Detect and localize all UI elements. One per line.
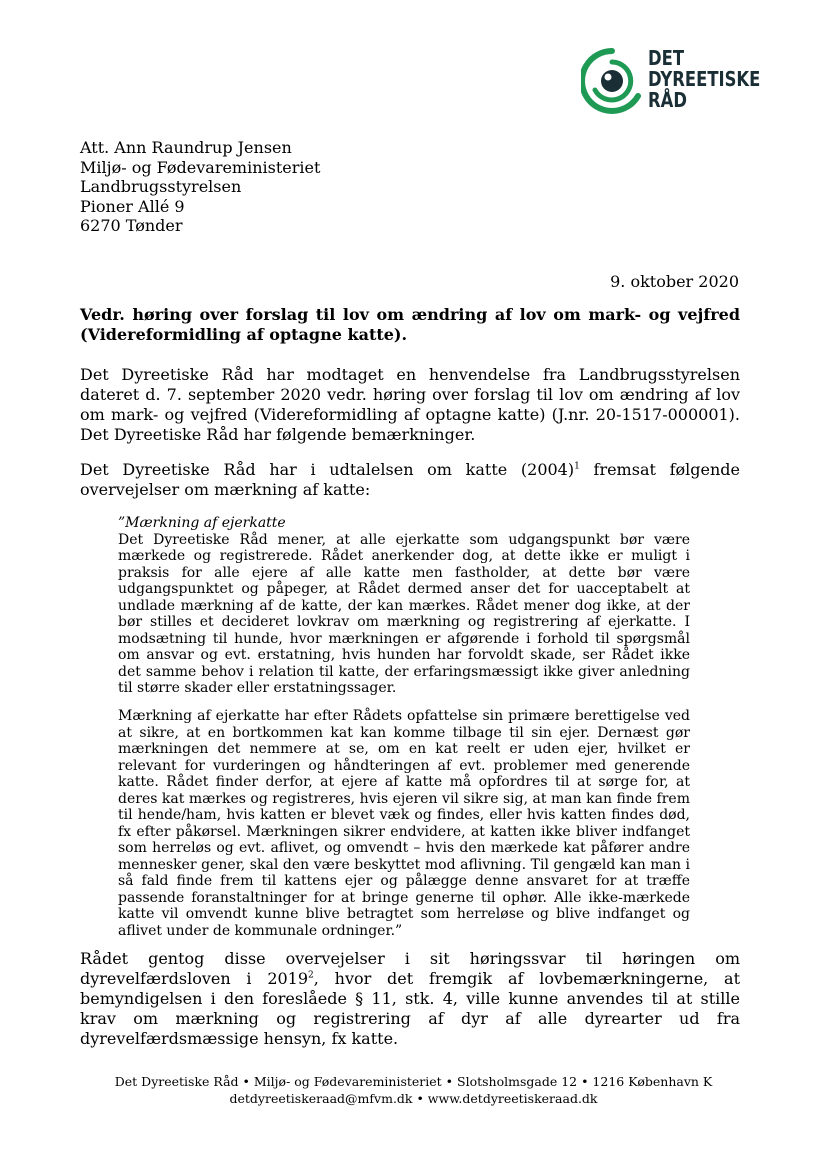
quote-title: ”Mærkning af ejerkatte <box>118 515 286 531</box>
organization-logo <box>581 46 761 116</box>
quote-block <box>118 515 690 697</box>
paragraph-conclusion <box>80 949 740 1049</box>
footer-contact: detdyreetiskeraad@mfvm.dk • www.detdyreetiskeraad.dk <box>229 1091 598 1106</box>
footnote-marker: 1 <box>574 461 580 472</box>
paragraph-text: , hvor det fremgik af lovbemærkningerne, at bemyndigelsen i den foreslåede § 11, stk. 4, ville kunne anvendes til at stille krav om mærkning og registrering af dyr af alle dyrearter ud fra dyrevelfærdsmæssige hensyn, fx katte. <box>80 969 741 1048</box>
logo-line-1: DET <box>648 46 685 70</box>
paragraph-text: fremsat følgende overvejelser om mærkning af katte: <box>80 460 740 499</box>
paragraph-text: Det Dyreetiske Råd har i udtalelsen om katte (2004) <box>80 460 575 479</box>
logo-wordmark <box>648 48 760 111</box>
logo-eye-icon <box>581 46 643 116</box>
address-line: Pioner Allé 9 <box>80 196 185 216</box>
recipient-address <box>80 138 320 236</box>
paragraph-reference <box>80 460 740 500</box>
footnote-marker: 2 <box>308 970 314 981</box>
quote-paragraph: Det Dyreetiske Råd mener, at alle ejerkatte som udgangspunkt bør være mærkede og registrerede. Rådet anerkender dog, at dette ikke er muligt i praksis for alle ejere af alle katte men fastholder, at dette bør være udgangspunktet og påpeger, at Rådet dermed anser det for uacceptabelt at undlade mærkning af de katte, der kan mærkes. Rådet mener dog ikke, at der bør stilles et decideret lovkrav om mærkning og registrering af ejerkatte. I modsætning til hunde, hvor mærkningen er afgørende i forhold til spørgsmål om ansvar og evt. erstatning, hvis hunden har forvoldt skade, ser Rådet ikke det samme behov i relation til katte, der erfaringsmæssigt ikke giver anledning til større skader eller erstatningssager. <box>118 531 690 696</box>
logo-line-3: RÅD <box>648 88 687 112</box>
logo-line-2: DYREETISKE <box>648 67 761 91</box>
footer-address: Det Dyreetiske Råd • Miljø- og Fødevareministeriet • Slotsholmsgade 12 • 1216 København K <box>114 1074 713 1089</box>
letter-subject: Vedr. høring over forslag til lov om ændring af lov om mark- og vejfred (Videreformidling af optagne katte). <box>80 305 740 344</box>
page-footer <box>0 1073 827 1107</box>
address-line: Miljø- og Fødevareministeriet <box>80 157 321 177</box>
paragraph-intro: Det Dyreetiske Råd har modtaget en henvendelse fra Landbrugsstyrelsen dateret d. 7. september 2020 vedr. høring over forslag til lov om ændring af lov om mark- og vejfred (Videreformidling af optagne katte) (J.nr. 20-1517-000001). Det Dyreetiske Råd har følgende bemærkninger. <box>80 365 740 444</box>
paragraph-text: Rådet gentog disse overvejelser i sit høringssvar til høringen om dyrevelfærdsloven i 2019 <box>80 949 740 988</box>
address-line: Landbrugsstyrelsen <box>80 177 242 196</box>
address-line: 6270 Tønder <box>80 216 183 235</box>
quote-paragraph: Mærkning af ejerkatte har efter Rådets opfattelse sin primære berettigelse ved at sikre, at en bortkommen kat kan komme tilbage til sin ejer. Dernæst gør mærkningen det nemmere at se, om en kat reelt er uden ejer, hvilket er relevant for vurderingen og håndteringen af evt. problemer med generende katte. Rådet finder derfor, at ejere af katte må opfordres til at sørge for, at deres kat mærkes og registreres, hvis ejeren vil sikre sig, at man kan finde frem til hende/ham, hvis katten er blevet væk og findes, eller hvis katten findes død, fx efter påkørsel. Mærkningen sikrer endvidere, at katten ikke bliver indfanget som herreløs og evt. aflivet, og omvendt – hvis den mærkede kat påfører andre mennesker gener, skal den være beskyttet mod aflivning. Til gengæld kan man i så fald finde frem til kattens ejer og pålægge denne ansvaret for at træffe passende foranstaltninger for at bringe generne til ophør. Alle ikke-mærkede katte vil omvendt kunne blive betragtet som herreløse og blive indfanget og aflivet under de kommunale ordninger.” <box>118 708 690 939</box>
letter-date: 9. oktober 2020 <box>610 272 739 291</box>
quote-block-continued <box>118 708 690 939</box>
address-line: Att. Ann Raundrup Jensen <box>80 138 292 157</box>
